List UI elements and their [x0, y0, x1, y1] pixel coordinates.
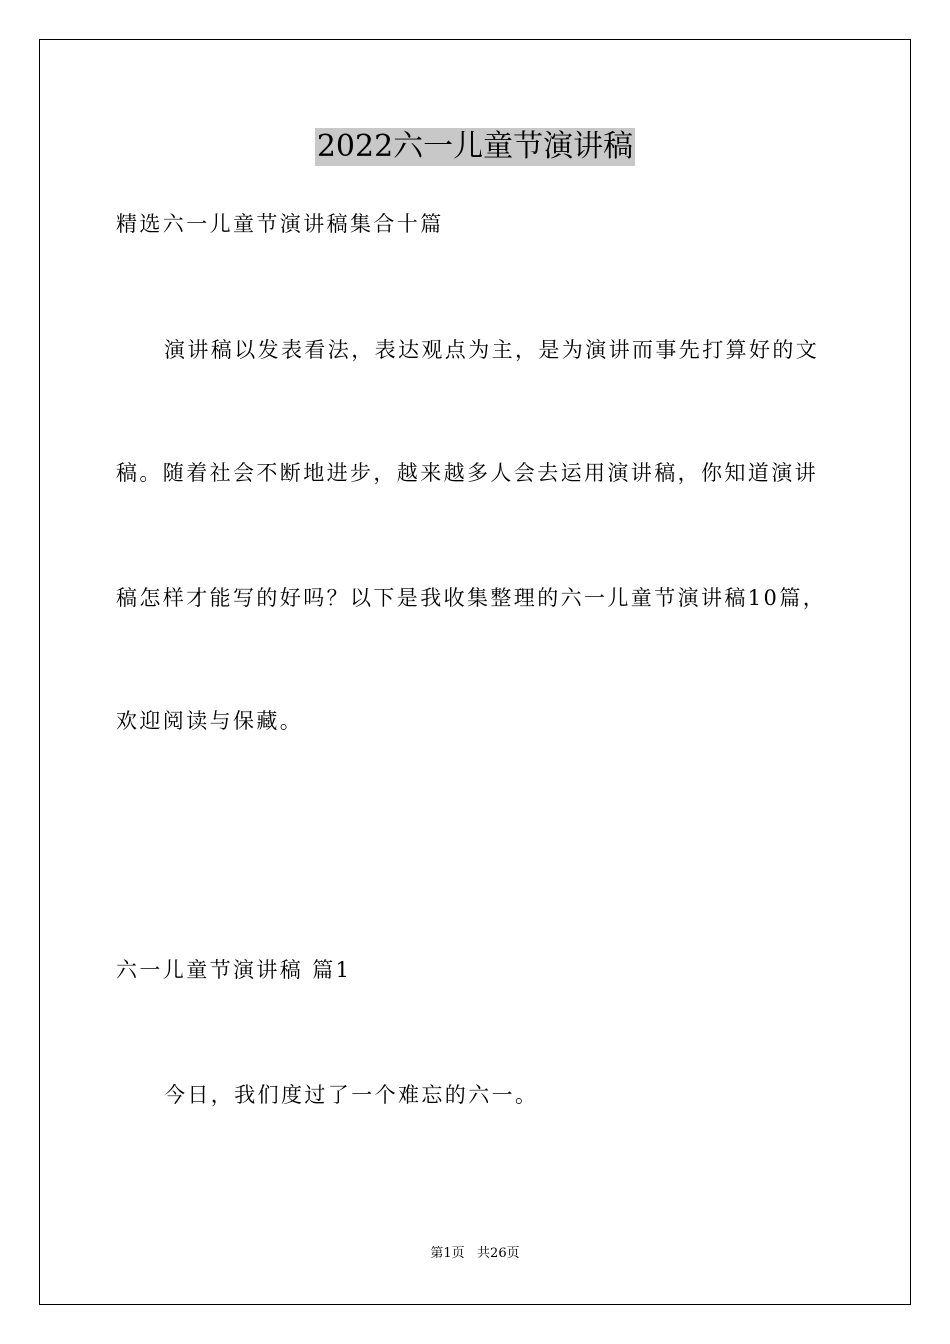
page-footer: 第1页 共26页 [430, 1246, 520, 1261]
intro-paragraph-line: 稿。随着社会不断地进步，越来越多人会去运用演讲稿，你知道演讲 [116, 461, 818, 485]
intro-paragraph-line: 稿怎样才能写的好吗？以下是我收集整理的六一儿童节演讲稿10篇， [116, 586, 827, 610]
title-container [0, 128, 950, 166]
section-heading: 六一儿童节演讲稿 篇1 [116, 958, 352, 982]
document-title: 2022六一儿童节演讲稿 [316, 129, 634, 164]
document-subtitle: 精选六一儿童节演讲稿集合十篇 [116, 212, 444, 236]
section-paragraph-line: 今日，我们度过了一个难忘的六一。 [164, 1083, 539, 1107]
intro-paragraph-line: 演讲稿以发表看法，表达观点为主，是为演讲而事先打算好的文 [164, 338, 820, 362]
intro-paragraph-line: 欢迎阅读与保藏。 [116, 709, 304, 733]
